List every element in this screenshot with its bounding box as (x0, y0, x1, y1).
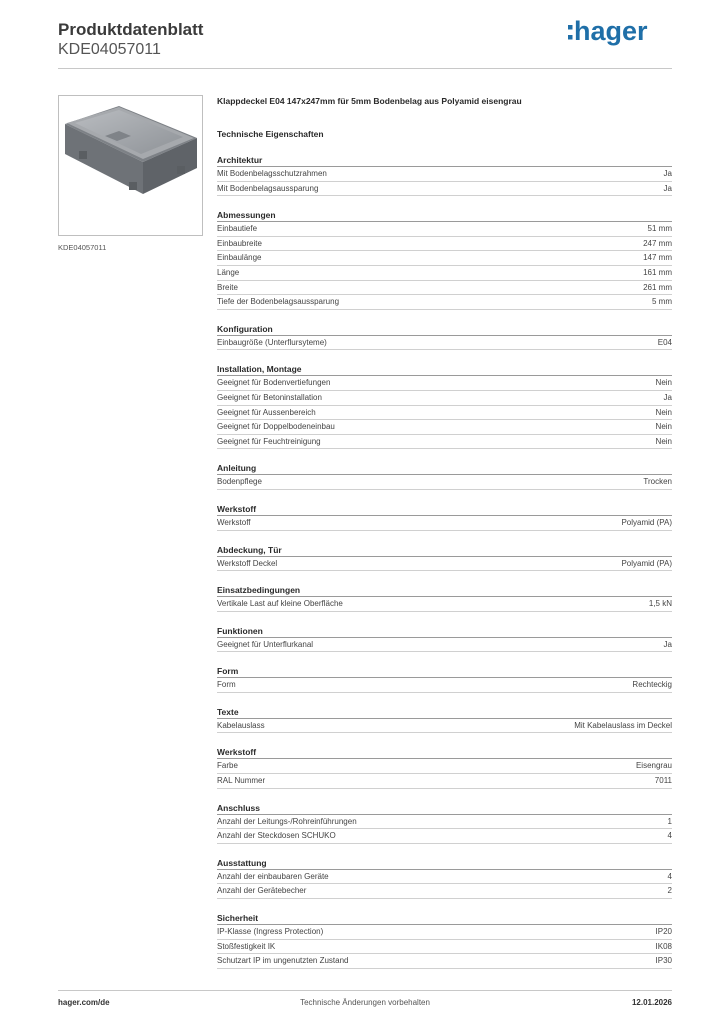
section-title: Abdeckung, Tür (217, 545, 672, 557)
property-section (217, 913, 672, 969)
property-value: 7011 (654, 776, 672, 786)
property-label: Einbaubreite (217, 238, 262, 248)
property-value: E04 (657, 337, 672, 347)
section-title: Architektur (217, 155, 672, 167)
property-row (217, 829, 672, 844)
property-label: Mit Bodenbelagsschutzrahmen (217, 169, 327, 178)
property-row (217, 884, 672, 899)
property-row (217, 406, 672, 421)
property-value: Ja (663, 639, 672, 649)
section-title: Funktionen (217, 626, 672, 638)
property-value: Nein (655, 422, 672, 432)
property-row (217, 435, 672, 450)
property-section (217, 747, 672, 788)
section-title: Form (217, 666, 672, 678)
property-label: IP-Klasse (Ingress Protection) (217, 927, 324, 937)
property-value: Mit Kabelauslass im Deckel (574, 720, 672, 730)
property-label: Anzahl der Gerätebecher (217, 886, 307, 896)
property-section (217, 210, 672, 310)
property-label: Farbe (217, 761, 238, 771)
property-label: Kabelauslass (217, 720, 265, 730)
property-value: IP30 (655, 956, 672, 966)
property-value: Polyamid (PA) (621, 517, 672, 527)
property-row (217, 475, 672, 490)
property-label: Geeignet für Aussenbereich (217, 407, 316, 417)
property-value: IK08 (655, 941, 672, 951)
product-code: KDE04057011 (58, 41, 161, 58)
property-value: Trocken (643, 477, 672, 487)
property-row (217, 678, 672, 693)
property-section (217, 707, 672, 734)
hager-logo (567, 14, 667, 50)
property-label: Einbaulänge (217, 253, 262, 263)
section-title: Werkstoff (217, 747, 672, 759)
property-section (217, 585, 672, 612)
property-value: 4 (667, 871, 672, 881)
property-label: Geeignet für Unterflurkanal (217, 639, 314, 649)
product-image (59, 96, 202, 235)
property-row (217, 222, 672, 237)
property-label: Geeignet für Bodenvertiefungen (217, 378, 331, 388)
property-row (217, 638, 672, 653)
property-value: Eisengrau (635, 761, 672, 771)
property-label: Geeignet für Doppelbodeneinbau (217, 422, 335, 432)
property-row (217, 815, 672, 830)
property-value: 4 (667, 831, 672, 841)
property-label: Werkstoff (217, 517, 251, 527)
footer-website: hager.com/de (58, 998, 110, 1007)
property-row (217, 557, 672, 572)
property-section (217, 626, 672, 653)
property-value: 161 mm (643, 267, 672, 277)
property-row (217, 774, 672, 789)
property-label: Geeignet für Betoninstallation (217, 392, 322, 402)
footer-notice: Technische Änderungen vorbehalten (300, 998, 430, 1007)
property-label: Bodenpflege (217, 477, 262, 487)
property-value: Nein (655, 378, 672, 388)
property-row (217, 940, 672, 955)
property-label: RAL Nummer (217, 776, 266, 786)
property-section (217, 155, 672, 196)
property-row (217, 295, 672, 310)
header-divider (58, 68, 672, 69)
property-row (217, 516, 672, 531)
property-value: Rechteckig (632, 680, 672, 690)
property-label: Länge (217, 267, 240, 277)
property-label: Anzahl der Steckdosen SCHUKO (217, 831, 336, 841)
property-row (217, 719, 672, 734)
property-value: IP20 (655, 927, 672, 937)
property-section (217, 463, 672, 490)
property-section (217, 803, 672, 844)
property-row (217, 420, 672, 435)
property-row (217, 954, 672, 969)
property-section (217, 858, 672, 899)
property-value: 147 mm (643, 253, 672, 263)
property-label: Tiefe der Bodenbelagsaussparung (217, 297, 340, 307)
property-row (217, 251, 672, 266)
section-title: Werkstoff (217, 504, 672, 516)
property-label: Stoßfestigkeit IK (217, 941, 276, 951)
section-title: Abmessungen (217, 210, 672, 222)
property-value: Ja (663, 183, 672, 193)
property-label: Schutzart IP im ungenutzten Zustand (217, 956, 349, 966)
property-section (217, 666, 672, 693)
property-row (217, 281, 672, 296)
property-value: Polyamid (PA) (621, 558, 672, 568)
property-label: Mit Bodenbelagsaussparung (217, 183, 319, 193)
section-title: Texte (217, 707, 672, 719)
property-value: 1,5 kN (648, 599, 672, 609)
footer-date: 12.01.2026 (631, 998, 672, 1007)
product-image-frame (58, 95, 203, 236)
document-title: Produktdatenblatt (58, 20, 204, 39)
section-title: Sicherheit (217, 913, 672, 925)
property-value: 247 mm (643, 238, 672, 248)
property-label: Einbaugröße (Unterflursyteme) (217, 337, 327, 347)
brand-wordmark: hager (574, 16, 648, 46)
datasheet-content (217, 96, 672, 969)
property-row (217, 925, 672, 940)
document-header (58, 20, 203, 59)
property-row (217, 237, 672, 252)
property-section (217, 364, 672, 449)
property-label: Werkstoff Deckel (217, 558, 278, 568)
property-value: Nein (655, 436, 672, 446)
property-label: Vertikale Last auf kleine Oberfläche (217, 599, 343, 609)
section-title: Anschluss (217, 803, 672, 815)
property-label: Geeignet für Feuchtreinigung (217, 436, 321, 446)
property-label: Anzahl der einbaubaren Geräte (217, 871, 329, 881)
property-value: 51 mm (647, 224, 672, 234)
product-image-caption: KDE04057011 (58, 243, 107, 252)
section-title: Ausstattung (217, 858, 672, 870)
property-section (217, 504, 672, 531)
property-row (217, 759, 672, 774)
property-label: Einbautiefe (217, 224, 258, 234)
footer-divider (58, 990, 672, 991)
property-section (217, 324, 672, 351)
property-sections (217, 155, 672, 969)
property-label: Breite (217, 282, 238, 292)
property-value: 5 mm (652, 297, 672, 307)
property-row (217, 376, 672, 391)
section-title: Einsatzbedingungen (217, 585, 672, 597)
property-value: Nein (655, 407, 672, 417)
property-label: Anzahl der Leitungs-/Rohreinführungen (217, 816, 357, 826)
technical-properties-heading: Technische Eigenschaften (217, 129, 324, 139)
property-label: Form (217, 680, 236, 690)
property-value: Ja (663, 169, 672, 178)
property-row (217, 266, 672, 281)
property-row (217, 167, 672, 182)
product-description: Klappdeckel E04 147x247mm für 5mm Bodenbelag aus Polyamid eisengrau (217, 96, 522, 106)
section-title: Anleitung (217, 463, 672, 475)
property-row (217, 336, 672, 351)
property-row (217, 870, 672, 885)
property-value: 261 mm (643, 282, 672, 292)
property-value: 2 (667, 886, 672, 896)
property-value: 1 (667, 816, 672, 826)
property-section (217, 545, 672, 572)
property-value: Ja (663, 392, 672, 402)
property-row (217, 182, 672, 197)
section-title: Installation, Montage (217, 364, 672, 376)
property-row (217, 391, 672, 406)
property-row (217, 597, 672, 612)
section-title: Konfiguration (217, 324, 672, 336)
